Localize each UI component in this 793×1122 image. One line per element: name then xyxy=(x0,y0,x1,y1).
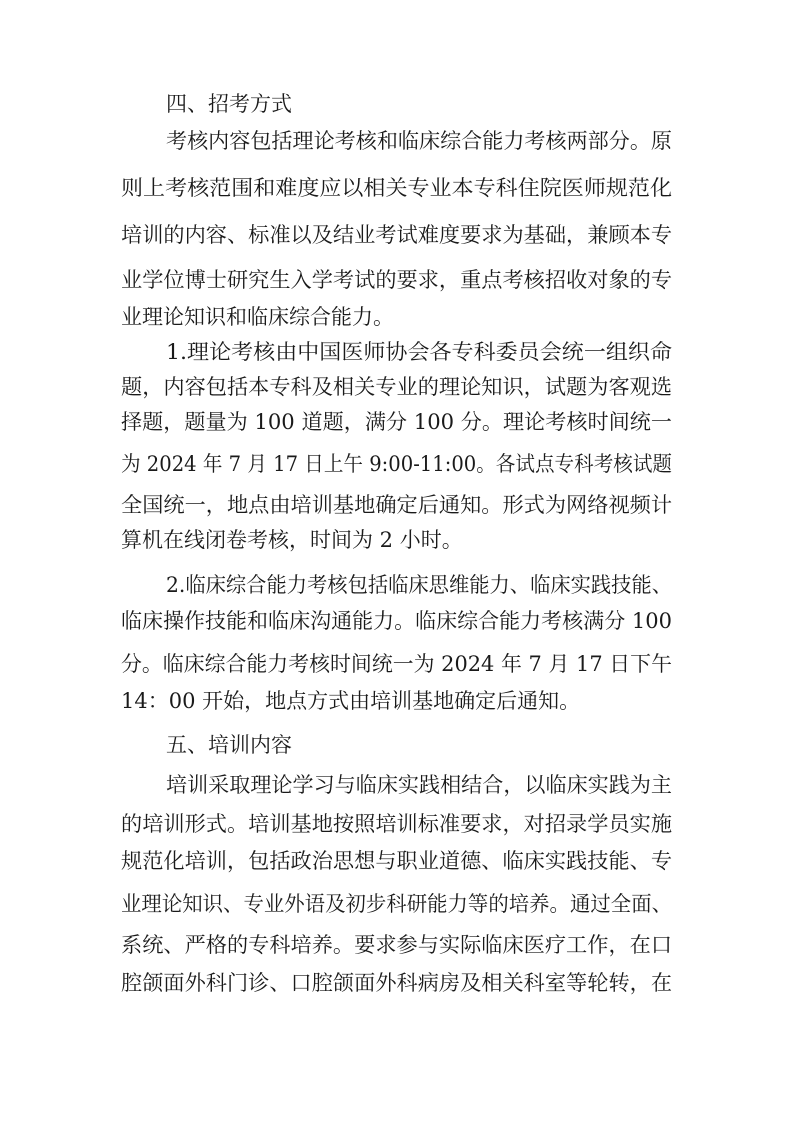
line-text: 14：00 开始，地点方式由培训基地确定后通知。 xyxy=(121,689,581,713)
paragraph-line xyxy=(0,886,793,922)
line-text: 择题，题量为 100 道题，满分 100 分。理论考核时间统一 xyxy=(121,410,672,434)
section-heading-training xyxy=(0,727,793,763)
paragraph-line xyxy=(0,369,793,405)
paragraph-line xyxy=(0,965,793,1001)
line-text: 规范化培训，包括政治思想与职业道德、临床实践技能、专 xyxy=(121,849,673,873)
paragraph-line xyxy=(0,217,793,253)
paragraph-line xyxy=(0,170,793,206)
line-text: 业学位博士研究生入学考试的要求，重点考核招收对象的专 xyxy=(121,268,673,292)
paragraph-line xyxy=(0,123,793,159)
paragraph-line xyxy=(0,334,793,370)
line-text: 五、培训内容 xyxy=(166,733,292,757)
paragraph-line xyxy=(0,843,793,879)
paragraph-line xyxy=(0,446,793,482)
line-text: 1.理论考核由中国医师协会各专科委员会统一组织命 xyxy=(166,340,673,364)
line-text: 考核内容包括理论考核和临床综合能力考核两部分。原 xyxy=(166,129,673,153)
line-text: 算机在线闭卷考核，时间为 2 小时。 xyxy=(121,528,463,552)
section-heading-recruitment xyxy=(0,86,793,122)
line-text: 业理论知识、专业外语及初步科研能力等的培养。通过全面、 xyxy=(121,892,673,916)
paragraph-line xyxy=(0,262,793,298)
line-text: 系统、严格的专科培养。要求参与实际临床医疗工作，在口 xyxy=(121,933,673,957)
line-text: 四、招考方式 xyxy=(166,92,292,116)
line-text: 临床操作技能和临床沟通能力。临床综合能力考核满分 100 xyxy=(121,609,672,633)
paragraph-line xyxy=(0,767,793,803)
line-text: 2.临床综合能力考核包括临床思维能力、临床实践技能、 xyxy=(166,573,673,597)
line-text: 为 2024 年 7 月 17 日上午 9:00-11:00。各试点专科考核试题 xyxy=(121,452,673,476)
line-text: 则上考核范围和难度应以相关专业本专科住院医师规范化 xyxy=(121,176,672,200)
paragraph-line xyxy=(0,404,793,440)
line-text: 业理论知识和临床综合能力。 xyxy=(121,305,394,329)
line-text: 的培训形式。培训基地按照培训标准要求，对招录学员实施 xyxy=(121,812,673,836)
line-text: 腔颌面外科门诊、口腔颌面外科病房及相关科室等轮转，在 xyxy=(121,971,673,995)
paragraph-line xyxy=(0,567,793,603)
paragraph-line xyxy=(0,603,793,639)
line-text: 题，内容包括本专科及相关专业的理论知识，试题为客观选 xyxy=(121,375,673,399)
line-text: 培训的内容、标准以及结业考试难度要求为基础，兼顾本专 xyxy=(121,223,673,247)
paragraph-line xyxy=(0,646,793,682)
line-text: 分。临床综合能力考核时间统一为 2024 年 7 月 17 日下午 xyxy=(121,652,672,676)
paragraph-line xyxy=(0,299,793,335)
paragraph-line xyxy=(0,522,793,558)
paragraph-line xyxy=(0,487,793,523)
paragraph-line xyxy=(0,927,793,963)
paragraph-line xyxy=(0,806,793,842)
line-text: 培训采取理论学习与临床实践相结合，以临床实践为主 xyxy=(166,773,673,797)
paragraph-line xyxy=(0,683,793,719)
line-text: 全国统一，地点由培训基地确定后通知。形式为网络视频计 xyxy=(121,493,673,517)
